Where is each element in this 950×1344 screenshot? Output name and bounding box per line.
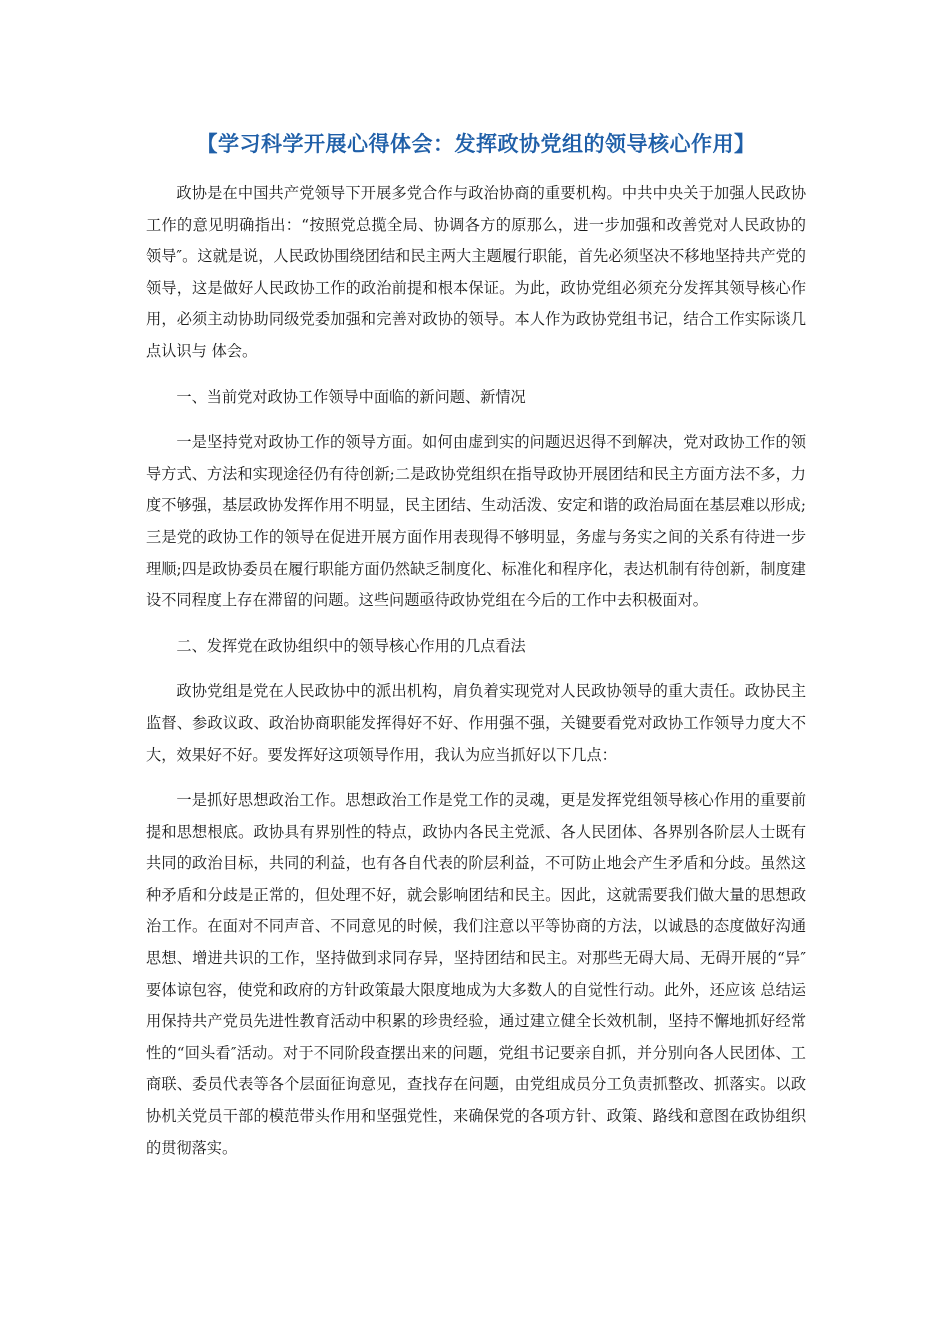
section-heading-2: 二、发挥党在政协组织中的领导核心作用的几点看法	[176, 636, 526, 655]
section-1-paragraph: 一是坚持党对政协工作的领导方面。如何由虚到实的问题迟迟得不到解决，党对政协工作的领导方式、方法和实现途径仍有待创新;二是政协党组织在指导政协开展团结和民主方面方法不多，力度不够强，基层政协发挥作用不明显，民主团结、生动活泼、安定和谐的政治局面在基层难以形成;三是党的政协工作的领导在促进开展方面作用表现得不够明显，务虚与务实之间的关系有待进一步理顺;四是政协委员在履行职能方面仍然缺乏制度化、标准化和程序化，表达机制有待创新，制度建设不同程度上存在滞留的问题。这些问题亟待政协党组在今后的工作中去积极面对。	[146, 433, 806, 610]
section-2-intro-paragraph: 政协党组是党在人民政协中的派出机构，肩负着实现党对人民政协领导的重大责任。政协民主监督、参政议政、政治协商职能发挥得好不好、作用强不强，关键要看党对政协工作领导力度大不大，效果好不好。要发挥好这项领导作用，我认为应当抓好以下几点：	[146, 682, 806, 764]
intro-paragraph: 政协是在中国共产党领导下开展多党合作与政治协商的重要机构。中共中央关于加强人民政协工作的意见明确指出：“按照党总揽全局、协调各方的原那么，进一步加强和改善党对人民政协的领导″。这就是说，人民政协围绕团结和民主两大主题履行职能，首先必须坚决不移地坚持共产党的领导，这是做好人民政协工作的政治前提和根本保证。为此，政协党组必须充分发挥其领导核心作用，必须主动协助同级党委加强和完善对政协的领导。本人作为政协党组书记，结合工作实际谈几点认识与 体会。	[146, 184, 806, 360]
section-heading-1: 一、当前党对政协工作领导中面临的新问题、新情况	[176, 387, 526, 406]
section-2-point-1-paragraph: 一是抓好思想政治工作。思想政治工作是党工作的灵魂，更是发挥党组领导核心作用的重要前提和思想根底。政协具有界别性的特点，政协内各民主党派、各人民团体、各界别各阶层人士既有共同的政治目标，共同的利益，也有各自代表的阶层利益，不可防止地会产生矛盾和分歧。虽然这种矛盾和分歧是正常的，但处理不好，就会影响团结和民主。因此，这就需要我们做大量的思想政治工作。在面对不同声音、不同意见的时候，我们注意以平等协商的方法，以诚恳的态度做好沟通思想、增进共识的工作，坚持做到求同存异，坚持团结和民主。对那些无碍大局、无碍开展的“异″要体谅包容，使党和政府的方针政策最大限度地成为大多数人的自觉性行动。此外，还应该 总结运用保持共产党员先进性教育活动中积累的珍贵经验，通过建立健全长效机制，坚持不懈地抓好经常性的“回头看″活动。对于不同阶段查摆出来的问题，党组书记要亲自抓，并分别向各人民团体、工商联、委员代表等各个层面征询意见，查找存在问题，由党组成员分工负责抓整改、抓落实。以政协机关党员干部的模范带头作用和坚强党性，来确保党的各项方针、政策、路线和意图在政协组织的贯彻落实。	[146, 791, 806, 1157]
document-title: 【学习科学开展心得体会：发挥政协党组的领导核心作用】	[196, 132, 756, 156]
document-page	[146, 128, 806, 1178]
